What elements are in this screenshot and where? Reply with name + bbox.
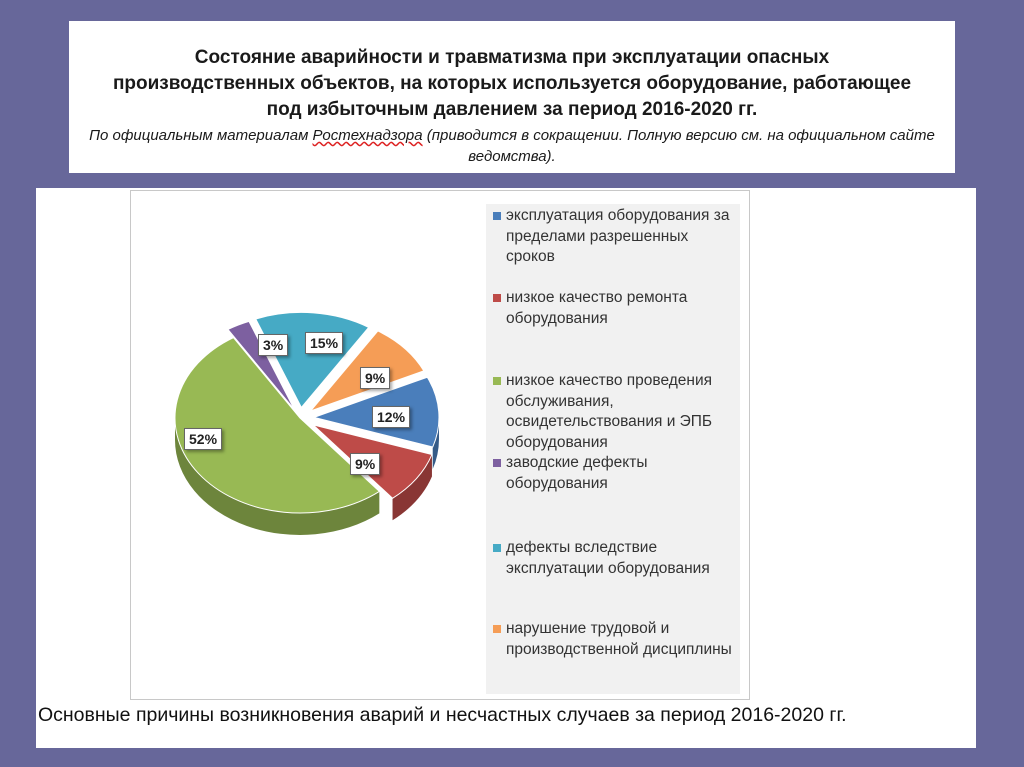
- chart-legend: [486, 204, 740, 694]
- legend-label: эксплуатация оборудования за пределами разрешенных сроков: [506, 207, 730, 265]
- legend-label: дефекты вследствие эксплуатации оборудования: [506, 539, 710, 577]
- legend-label: низкое качество проведения обслуживания, освидетельствования и ЭПБ оборудования: [506, 372, 713, 451]
- slice-label-0: 12%: [372, 406, 410, 428]
- pie-chart: [131, 191, 481, 561]
- chart-caption: Основные причины возникновения аварий и несчастных случаев за период 2016-2020 гг.: [38, 704, 847, 726]
- legend-label: заводские дефекты оборудования: [506, 454, 648, 492]
- slide-subtitle: [72, 125, 952, 167]
- slice-label-1: 9%: [350, 453, 380, 475]
- slide-title: Состояние аварийности и травматизма при эксплуатации опасных производственных объектов, на которых используется оборудование, работающее под избыточным давлением за период 2016-2020 гг.: [112, 47, 912, 120]
- slice-label-3: 3%: [258, 334, 288, 356]
- legend-swatch: [493, 212, 501, 220]
- legend-swatch: [493, 544, 501, 552]
- rostekhnadzor-link[interactable]: Ростехнадзора: [312, 127, 423, 144]
- subtitle-suffix: (приводится в сокращении. Полную версию см. на официальном сайте ведомства).: [422, 127, 935, 165]
- slice-label-5: 9%: [360, 367, 390, 389]
- slice-label-4: 15%: [305, 332, 343, 354]
- legend-swatch: [493, 294, 501, 302]
- legend-label: низкое качество ремонта оборудования: [506, 289, 688, 327]
- legend-label: нарушение трудовой и производственной дисциплины: [506, 620, 732, 658]
- header-box: [69, 21, 955, 173]
- subtitle-prefix: По официальным материалам: [89, 127, 313, 144]
- legend-swatch: [493, 625, 501, 633]
- legend-swatch: [493, 377, 501, 385]
- legend-swatch: [493, 459, 501, 467]
- slice-label-2: 52%: [184, 428, 222, 450]
